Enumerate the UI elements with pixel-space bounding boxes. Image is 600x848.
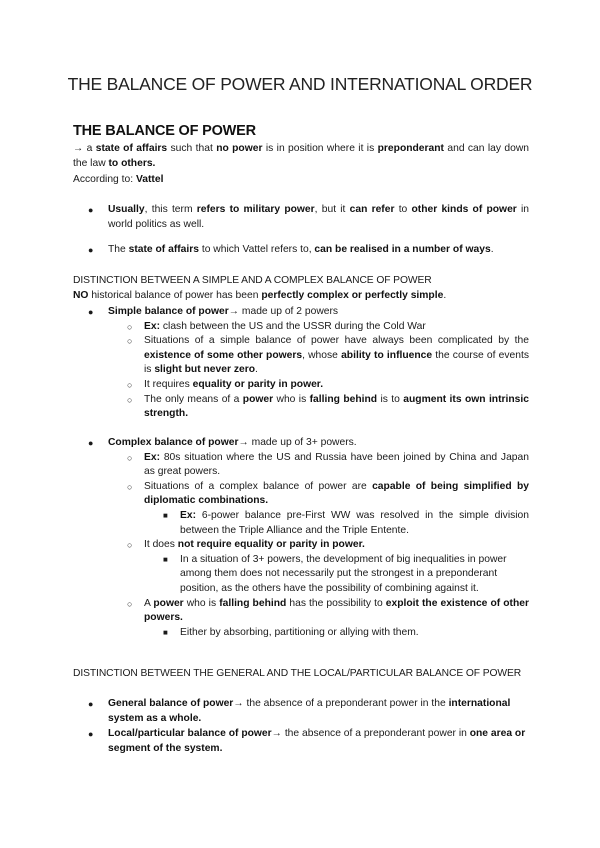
bold-text-run: refers to military power [196,204,315,215]
list-item-text [108,203,529,232]
text-run: , this term [144,204,197,215]
simple-balance-sublist [88,320,529,422]
text-run: . [255,364,258,376]
text-run: A [144,597,154,609]
list-item [163,553,529,597]
bold-text-run: ability to influence [341,349,433,361]
text-run: → the absence of a preponderant power in the [233,698,449,709]
text-run: According to: [73,174,136,185]
bold-text-run: falling behind [219,597,287,609]
circle-bullet-icon: ○ [127,540,133,551]
list-item [88,697,529,726]
square-bullet-icon: ■ [163,554,168,564]
bold-text-run: equality or parity in power. [192,378,324,390]
text-run: and can lay down the law [73,143,530,169]
complex-balance-sublist [88,451,529,641]
text-run: to [394,204,412,215]
list-item-text [144,393,529,422]
bold-text-run: General balance of power [108,698,234,709]
square-bullet-icon: ■ [163,510,168,520]
list-item [88,243,529,258]
list-item-text [108,727,529,756]
list-item-text [180,626,529,641]
list-item [127,480,529,509]
circle-bullet-icon: ○ [127,321,133,332]
bold-text-run: Simple balance of power [108,306,229,317]
square-bullet-icon: ■ [163,627,168,637]
bold-text-run: exploit the existence of other powers. [144,597,529,624]
bold-text-run: preponderant [377,143,444,154]
text-run: Either by absorbing, partitioning or allying with them. [180,626,419,638]
list-item [127,538,529,553]
bold-text-run: slight but never zero [154,364,256,376]
circle-bullet-icon: ○ [127,394,133,405]
text-run: . [443,290,447,301]
bullet-icon: ● [88,438,94,448]
text-run: The only means of a [144,393,243,405]
list-item-text [180,553,529,597]
bold-text-run: capable of being simplified by diplomatic combinations. [144,480,529,507]
list-item-text [144,334,529,378]
list-item-text [144,480,529,509]
text-run: who is [273,393,310,405]
list-item-text [144,451,529,480]
text-run: such that [167,143,217,154]
text-run: → a [73,143,96,154]
according-to-line [73,173,529,188]
list-item-text [108,243,529,258]
list-item [88,727,529,756]
list-item [163,626,529,641]
list-item-text [144,378,529,393]
bold-text-run: state of affairs [128,244,199,256]
text-run: , but it [314,204,350,215]
section-heading-general-local: DISTINCTION BETWEEN THE GENERAL AND THE LOCAL/PARTICULAR BALANCE OF POWER [73,668,522,679]
bold-text-run: one area or segment of the system. [108,728,526,754]
bullet-icon: ● [88,245,94,256]
text-run: It requires [144,378,193,390]
text-run: to which Vattel refers to, [199,244,315,256]
list-item [88,305,529,320]
list-item [163,509,529,538]
text-run: Situations of a simple balance of power have always been complicated by the [144,335,529,347]
text-run: → made up of 3+ powers. [238,437,357,448]
text-run: The [108,244,129,256]
text-run: → the absence of a preponderant power in [271,728,470,740]
circle-bullet-icon: ○ [127,452,133,463]
text-run: is to [377,393,404,405]
text-run: the course of events is [144,349,529,376]
bold-text-run: augment its own intrinsic strength. [144,393,529,420]
bold-text-run: international system as a whole. [108,698,511,724]
section2-intro [73,289,529,304]
bold-text-run: state of affairs [95,143,168,154]
list-item [127,320,529,335]
list-item-text [108,697,529,726]
list-item [88,203,529,232]
text-run: in world politics as well. [108,204,530,230]
section-heading-simple-complex: DISTINCTION BETWEEN A SIMPLE AND A COMPLEX BALANCE OF POWER [73,275,432,286]
bold-text-run: Usually [108,204,145,215]
simple-balance-list [88,305,529,422]
bold-text-run: Complex balance of power [108,437,239,448]
text-run: historical balance of power has been [88,290,262,301]
section3-bullet-list [88,697,529,756]
document-title: THE BALANCE OF POWER AND INTERNATIONAL ORDER [67,74,533,94]
bold-text-run: Local/particular balance of power [108,728,272,740]
circle-bullet-icon: ○ [127,598,133,609]
bold-text-run: existence of some other powers [144,349,303,361]
bold-text-run: can be realised in a number of ways [314,244,491,256]
bold-text-run: not require equality or parity in power. [177,539,365,551]
section1-bullet-list [88,203,529,258]
text-run: In a situation of 3+ powers, the development of big inequalities in power among them does not necessarily put the strongest in a preponderant position, as the others have the possibility of combining against it. [180,553,507,594]
list-item [127,334,529,378]
bold-text-run: falling behind [309,393,378,405]
list-item-text [144,597,529,626]
bullet-icon: ● [88,699,94,709]
complex-balance-list [88,436,529,640]
bold-text-run: other kinds of power [411,204,517,215]
circle-bullet-icon: ○ [127,481,133,492]
list-item-text [144,538,529,553]
bold-text-run: to others. [108,157,156,169]
bold-text-run: Ex: [180,509,197,521]
definition-paragraph [73,142,529,171]
list-item-text [108,305,529,320]
text-run: Situations of a complex balance of power are [144,480,373,492]
bold-text-run: power [242,393,274,405]
bullet-icon: ● [88,205,94,215]
bullet-icon: ● [88,307,94,317]
text-run: has the possibility to [286,597,386,609]
text-run: is in position where it is [262,143,378,154]
bold-text-run: NO [73,290,89,301]
circle-bullet-icon: ○ [127,379,133,390]
text-run: → made up of 2 powers [228,306,339,317]
text-run: , whose [302,349,342,361]
list-item-text [144,320,529,335]
text-run: 6-power balance pre-First WW was resolved in the simple division between the Triple Alliance and the Triple Entente. [180,509,529,536]
text-run: clash between the US and the USSR during the Cold War [160,320,426,332]
bold-text-run: no power [216,143,263,154]
text-run: . [490,244,494,256]
text-run: It does [144,539,178,551]
section-heading-balance-of-power: THE BALANCE OF POWER [73,123,256,139]
circle-bullet-icon: ○ [127,336,133,347]
bold-text-run: can refer [349,204,395,215]
list-item [127,597,529,626]
list-item [88,436,529,451]
bold-text-run: power [153,597,184,609]
list-item [127,451,529,480]
bold-text-run: perfectly complex or perfectly simple [261,290,444,301]
list-item-text [180,509,529,538]
text-run: who is [183,597,220,609]
bold-text-run: Vattel [135,174,164,185]
bold-text-run: Ex: [144,320,161,332]
list-item-text [108,436,529,451]
bullet-icon: ● [88,729,94,740]
bold-text-run: Ex: [144,451,161,463]
text-run: 80s situation where the US and Russia have been joined by China and Japan as great powers. [144,451,529,478]
list-item [127,393,529,422]
list-item [127,378,529,393]
